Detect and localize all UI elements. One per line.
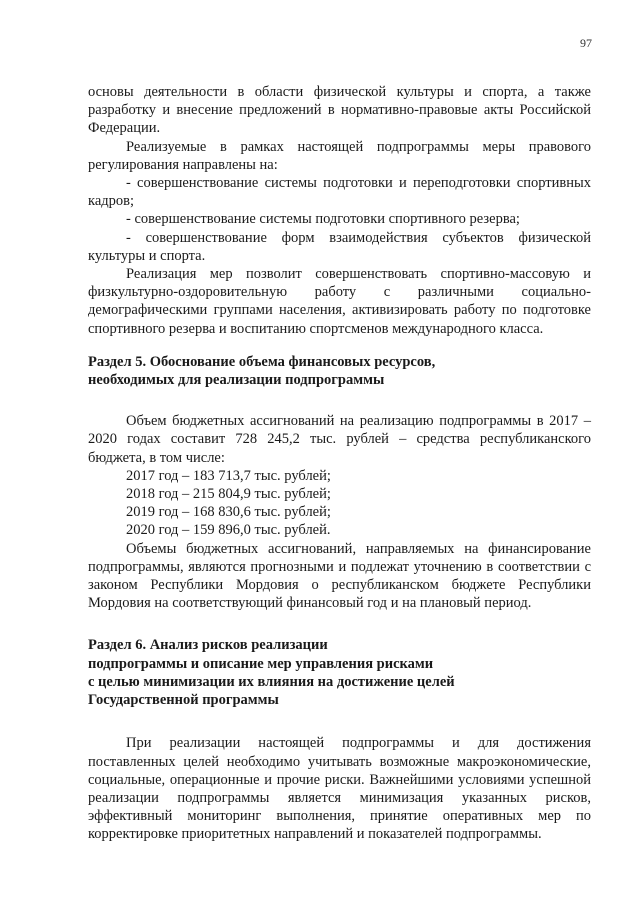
page-number: 97 bbox=[580, 36, 592, 50]
paragraph: Реализация мер позволит совершенствовать спортивно-массовую и физкультурно-оздоровительную работу с различными социально-демографическими группами населения, активизировать работу по подготовке спортивного резерва и воспитанию спортсменов международного класса. bbox=[88, 266, 591, 337]
list-item: - совершенствование системы подготовки и переподготовки спортивных кадров; bbox=[88, 175, 591, 210]
section-heading-line: необходимых для реализации подпрограммы bbox=[88, 372, 385, 389]
paragraph: основы деятельности в области физической культуры и спорта, а также разработку и внесение предложений в нормативно-правовые акты Российской Федерации. bbox=[88, 84, 591, 137]
paragraph: Реализуемые в рамках настоящей подпрограммы меры правового регулирования направлены на: bbox=[88, 138, 591, 173]
paragraph: Объем бюджетных ассигнований на реализацию подпрограммы в 2017 – 2020 годах составит 728 245,2 тыс. рублей – средства республиканского бюджета, в том числе: bbox=[88, 413, 591, 466]
section-heading-line: подпрограммы и описание мер управления рисками bbox=[88, 655, 434, 672]
budget-year-line: 2019 год – 168 830,6 тыс. рублей; bbox=[126, 504, 331, 521]
budget-year-line: 2017 год – 183 713,7 тыс. рублей; bbox=[126, 467, 331, 484]
section-heading-line: с целью минимизации их влияния на достижение целей bbox=[88, 673, 455, 690]
document-body bbox=[88, 83, 591, 844]
section-heading-line: Государственной программы bbox=[88, 692, 279, 709]
budget-year-line: 2018 год – 215 804,9 тыс. рублей; bbox=[126, 486, 331, 503]
budget-year-line: 2020 год – 159 896,0 тыс. рублей. bbox=[126, 522, 331, 539]
list-item: - совершенствование форм взаимодействия субъектов физической культуры и спорта. bbox=[88, 229, 591, 264]
paragraph: При реализации настоящей подпрограммы и для достижения поставленных целей необходимо учитывать возможные макроэкономические, социальные, операционные и прочие риски. Важнейшими условиями успешной реализации подпрограммы является минимизация указанных рисков, эффективный мониторинг выполнения, принятие оперативных мер по корректировке приоритетных направлений и показателей подпрограммы. bbox=[88, 735, 591, 843]
list-item: - совершенствование системы подготовки спортивного резерва; bbox=[126, 211, 520, 228]
section-heading-line: Раздел 6. Анализ рисков реализации bbox=[88, 637, 328, 654]
section-heading-line: Раздел 5. Обоснование объема финансовых ресурсов, bbox=[88, 353, 436, 370]
paragraph: Объемы бюджетных ассигнований, направляемых на финансирование подпрограммы, являются прогнозными и подлежат уточнению в соответствии с законом Республики Мордовия о республиканском бюджете Республики Мордовия на соответствующий финансовый год и на плановый период. bbox=[88, 540, 591, 612]
